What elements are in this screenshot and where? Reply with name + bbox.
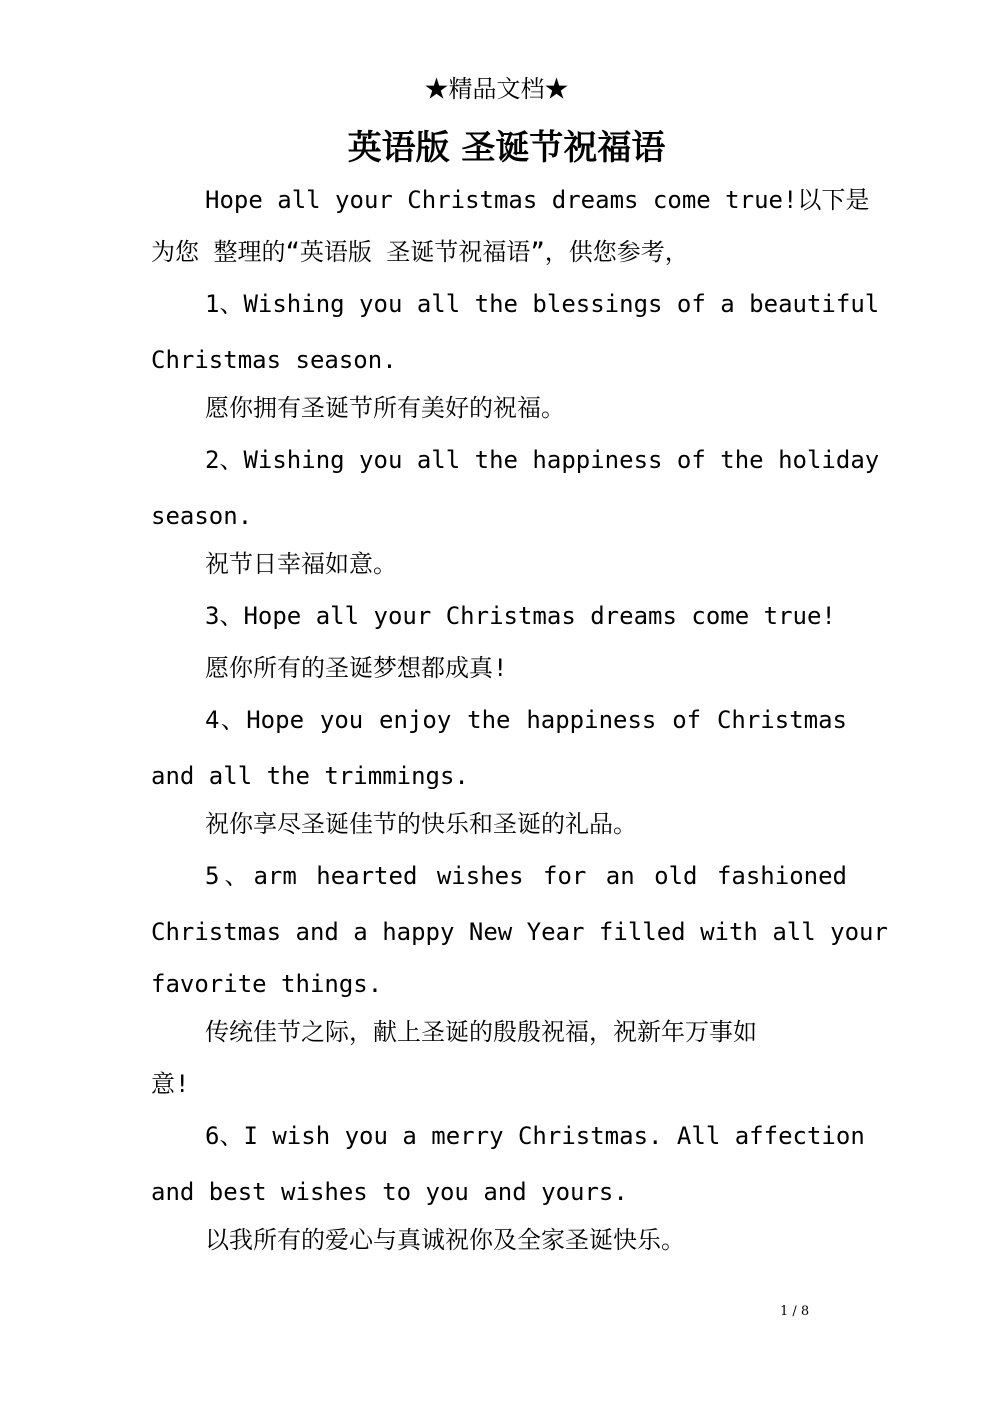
item-2-chinese-line-1: 祝节日幸福如意。 [205, 550, 397, 578]
item-5-chinese-line-2: 意! [151, 1070, 190, 1098]
item-3-chinese-line-1: 愿你所有的圣诞梦想都成真! [205, 654, 508, 682]
item-3-english-line-1: 3、Hope all your Christmas dreams come true! [205, 602, 836, 630]
intro-line-1: Hope all your Christmas dreams come true!以下是 [205, 186, 870, 214]
item-6-chinese-line-1: 以我所有的爱心与真诚祝你及全家圣诞快乐。 [205, 1226, 685, 1254]
item-6-english-line-1: 6、I wish you a merry Christmas. All affection [205, 1122, 865, 1150]
item-5-english-line-3: favorite things. [151, 970, 383, 998]
item-1-english-line-1: 1、Wishing you all the blessings of a beautiful [205, 290, 880, 318]
item-5-english-line-1: 5、arm hearted wishes for an old fashioned [205, 862, 847, 890]
item-5-chinese-line-1: 传统佳节之际，献上圣诞的殷殷祝福，祝新年万事如 [205, 1018, 757, 1046]
intro-line-2: 为您 整理的“英语版 圣诞节祝福语”，供您参考， [151, 238, 689, 266]
document-header: ★精品文档★ [424, 75, 569, 103]
item-1-english-line-2: Christmas season. [151, 346, 397, 374]
page-number: 1 / 8 [780, 1304, 810, 1319]
item-2-english-line-1: 2、Wishing you all the happiness of the holiday [205, 446, 880, 474]
item-6-english-line-2: and best wishes to you and yours. [151, 1178, 628, 1206]
item-4-english-line-1: 4、Hope you enjoy the happiness of Christmas [205, 706, 847, 734]
item-1-chinese-line-1: 愿你拥有圣诞节所有美好的祝福。 [205, 394, 565, 422]
document-title: 英语版 圣诞节祝福语 [347, 128, 666, 168]
item-4-english-line-2: and all the trimmings. [151, 762, 469, 790]
item-5-english-line-2: Christmas and a happy New Year filled with all your [151, 918, 888, 946]
item-2-english-line-2: season. [151, 502, 253, 530]
item-4-chinese-line-1: 祝你享尽圣诞佳节的快乐和圣诞的礼品。 [205, 810, 637, 838]
